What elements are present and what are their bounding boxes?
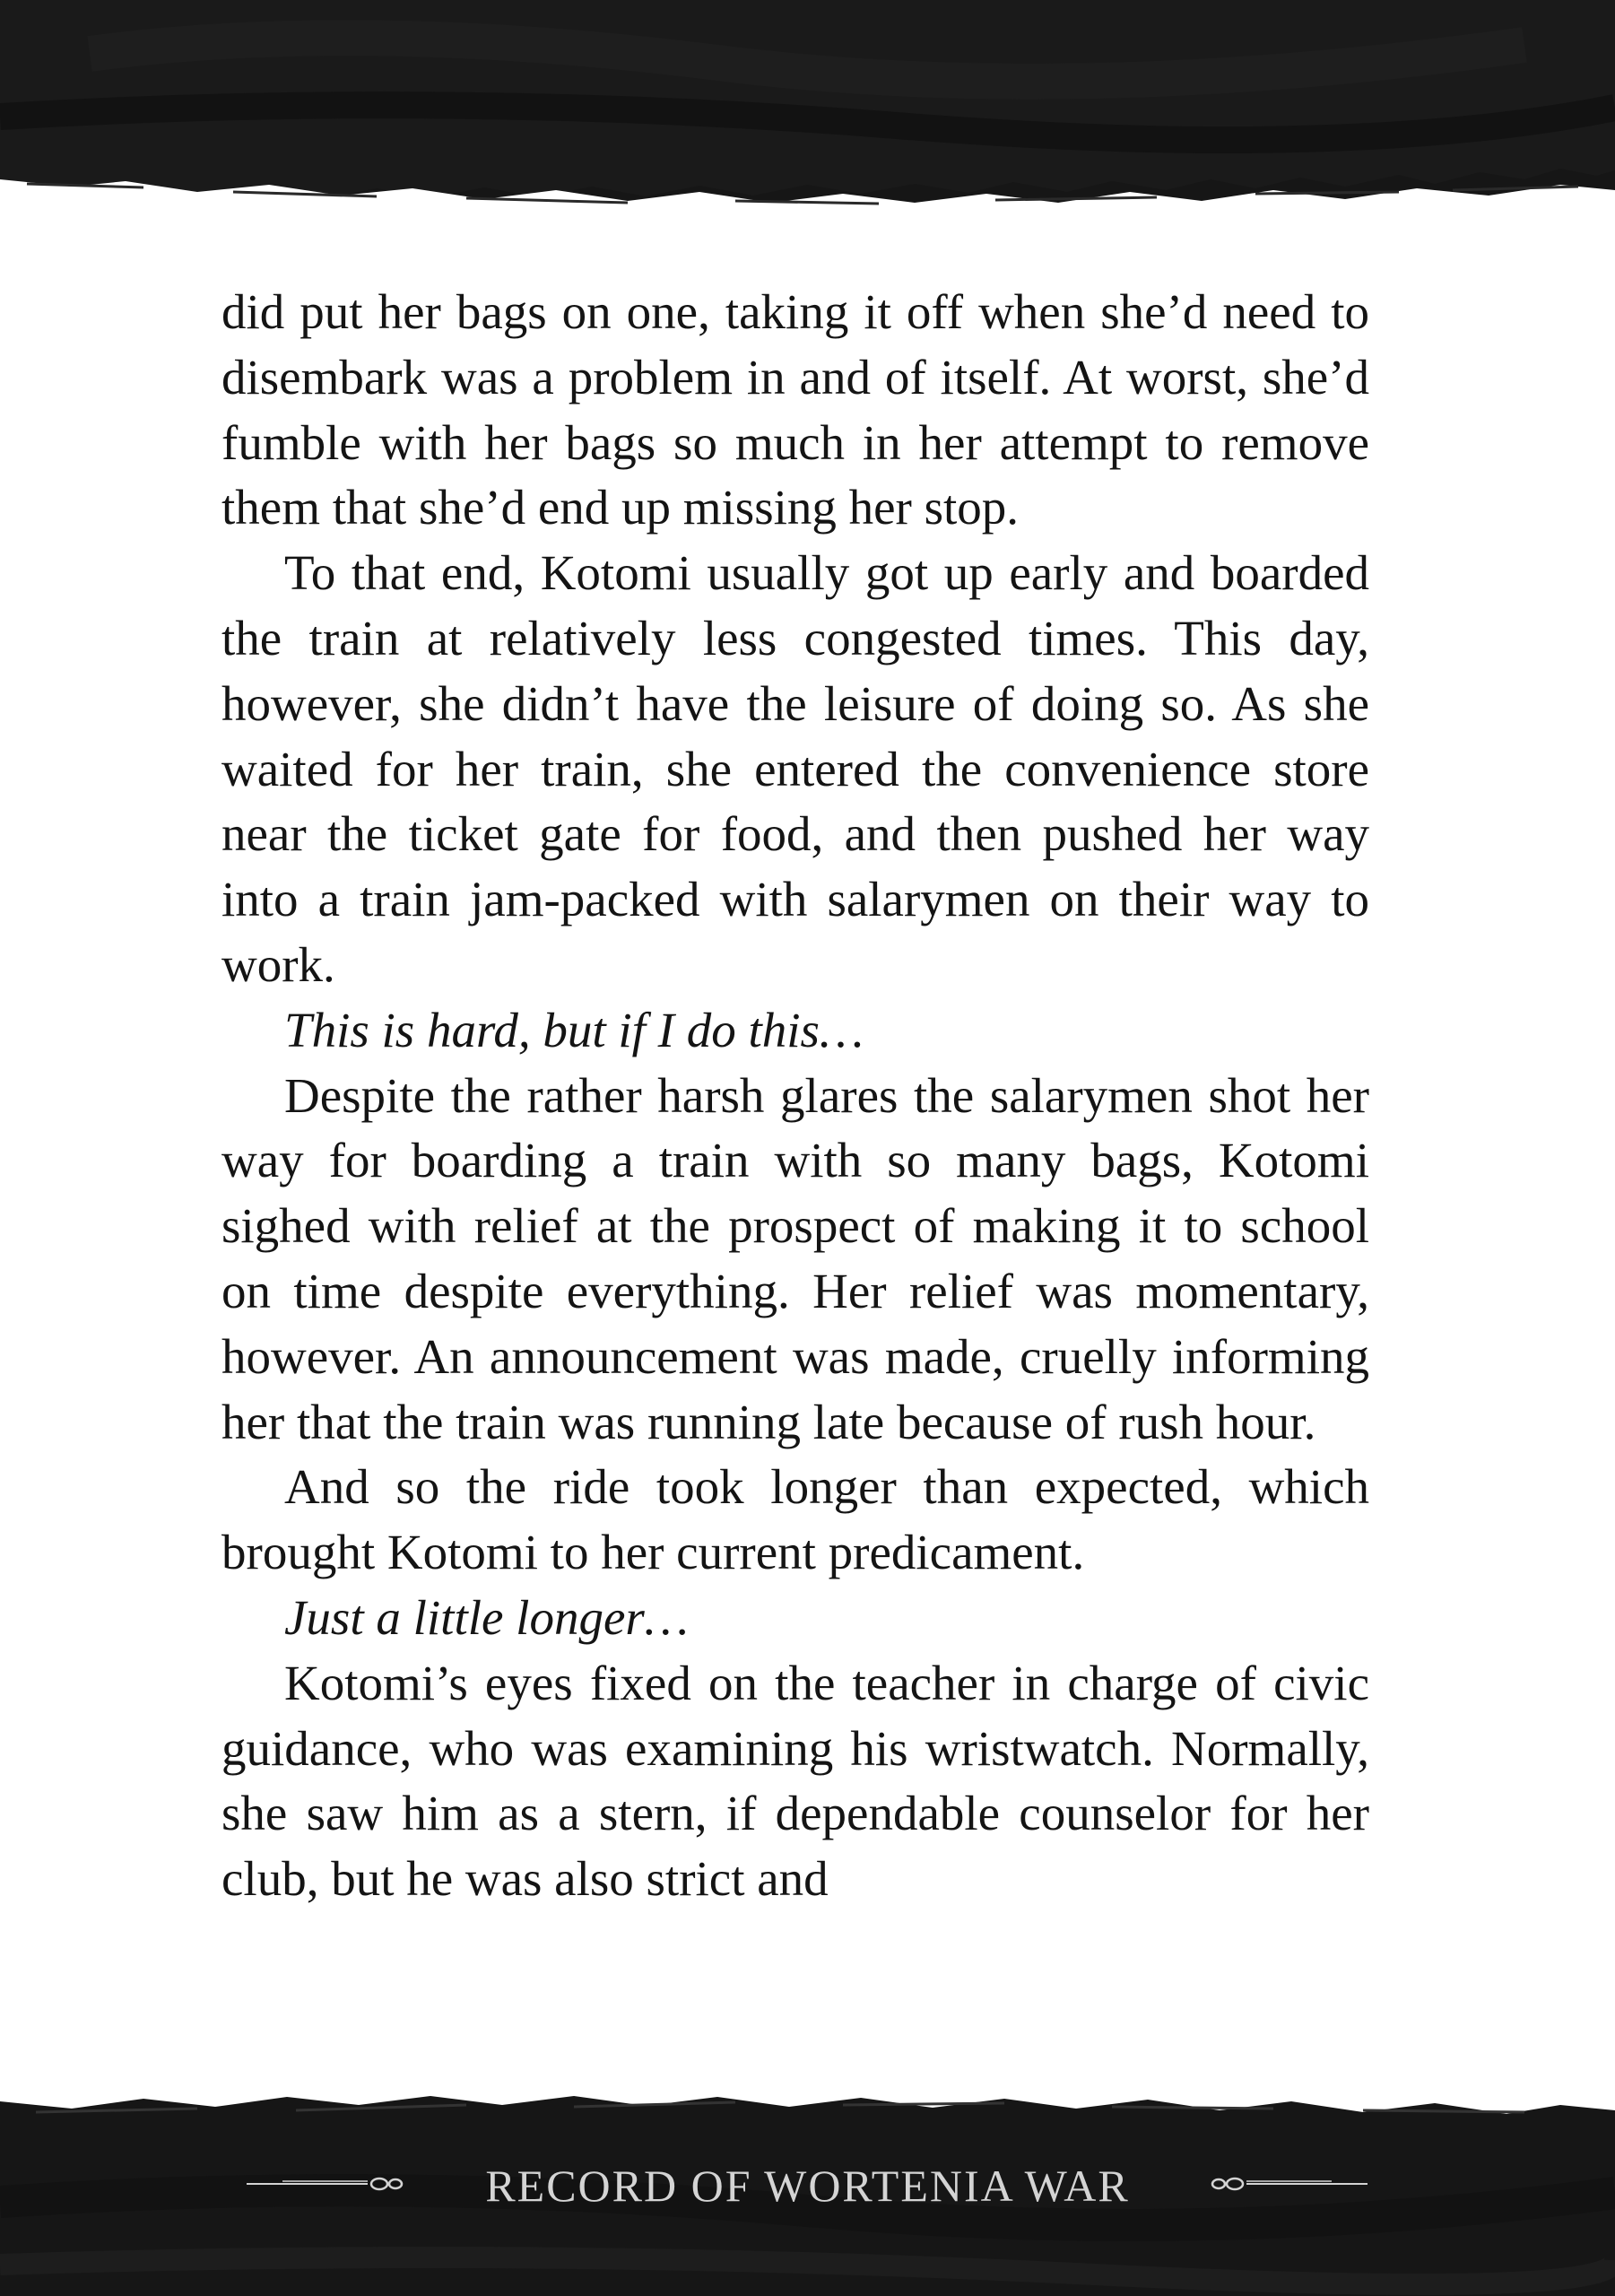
- paragraph: Despite the rather harsh glares the salarymen shot her way for boarding a train with so many bags, Kotomi sighed with relief at the prospect of making it to school on time despite everything. Her relief was momentary, however. An announcement was made, cruelly informing her that the train was running late because of rush hour.: [221, 1067, 1369, 1449]
- header-brush-band: [0, 0, 1615, 206]
- running-footer: [0, 2148, 1615, 2220]
- right-flourish-icon: [1206, 2166, 1368, 2202]
- body-text: [221, 280, 1369, 2038]
- brush-texture: [0, 0, 1615, 206]
- paragraph: did put her bags on one, taking it off when she’d need to disembark was a problem in and of itself. At worst, she’d fumble with her bags so much in her attempt to remove them that she’d end up missing her stop.: [221, 284, 1369, 535]
- paragraph: To that end, Kotomi usually got up early and boarded the train at relatively less congested times. This day, however, she didn’t have the leisure of doing so. As she waited for her train, she entered the convenience store near the ticket gate for food, and then pushed her way into a train jam-packed with salarymen on their way to work.: [221, 545, 1369, 992]
- paragraph: And so the ride took longer than expected, which brought Kotomi to her current predicament.: [221, 1459, 1369, 1580]
- italic-thought: Just a little longer…: [284, 1589, 689, 1645]
- paragraph: Kotomi’s eyes fixed on the teacher in charge of civic guidance, who was examining his wristwatch. Normally, she saw him as a stern, if dependable counselor for her club, but he was also strict and: [221, 1655, 1369, 1907]
- book-title: RECORD OF WORTENIA WAR: [485, 2161, 1130, 2211]
- italic-thought: This is hard, but if I do this…: [284, 1002, 864, 1057]
